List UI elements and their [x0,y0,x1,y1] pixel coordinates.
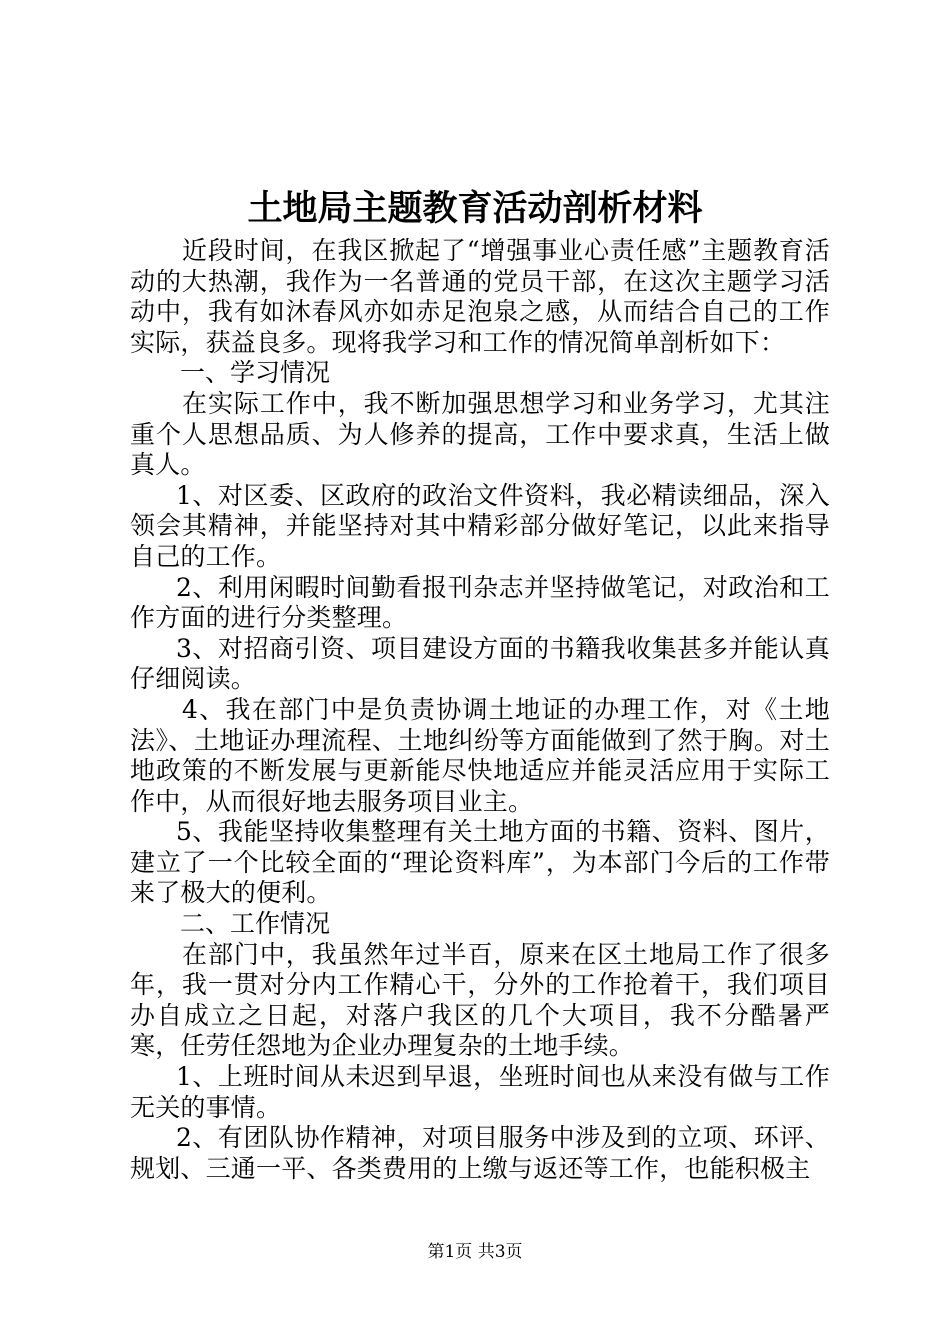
study-item-1: 1、对区委、区政府的政治文件资料，我必精读细品，深入领会其精神，并能坚持对其中精彩部分做好笔记，以此来指导自己的工作。 [130,480,830,571]
study-item-5: 5、我能坚持收集整理有关土地方面的书籍、资料、图片，建立了一个比较全面的“理论资料库”，为本部门今后的工作带来了极大的便利。 [130,817,830,908]
intro-paragraph: 近段时间，在我区掀起了“增强事业心责任感”主题教育活动的大热潮，我作为一名普通的党员干部，在这次主题学习活动中，我有如沐春风亦如赤足泡泉之感，从而结合自己的工作实际，获益良多。现将我学习和工作的情况简单剖析如下： [130,236,830,357]
work-item-1: 1、上班时间从未迟到早退，坐班时间也从来没有做与工作无关的事情。 [130,1062,830,1122]
study-item-2: 2、利用闲暇时间勤看报刊杂志并坚持做笔记，对政治和工作方面的进行分类整理。 [130,572,830,633]
document-body [130,236,830,1184]
study-intro-paragraph: 在实际工作中，我不断加强思想学习和业务学习，尤其注重个人思想品质、为人修养的提高，工作中要求真，生活上做真人。 [130,388,830,480]
study-item-4: 4、我在部门中是负责协调土地证的办理工作，对《土地法》、土地证办理流程、土地纠纷等方面能做到了然于胸。对土地政策的不断发展与更新能尽快地适应并能灵活应用于实际工作中，从而很好地去服务项目业主。 [130,694,830,816]
work-intro-paragraph: 在部门中，我虽然年过半百，原来在区土地局工作了很多年，我一贯对分内工作精心干，分外的工作抢着干，我们项目办自成立之日起，对落户我区的几个大项目，我不分酷暑严寒，任劳任怨地为企业办理复杂的土地手续。 [130,939,830,1061]
work-item-2: 2、有团队协作精神，对项目服务中涉及到的立项、环评、规划、三通一平、各类费用的上缴与返还等工作，也能积极主 [130,1123,830,1183]
page-number-footer: 第1页 共3页 [427,1242,523,1262]
section-heading-study: 一、学习情况 [180,358,331,388]
study-item-3: 3、对招商引资、项目建设方面的书籍我收集甚多并能认真仔细阅读。 [130,633,830,694]
section-heading-work: 二、工作情况 [180,909,331,939]
document-title: 土地局主题教育活动剖析材料 [247,188,703,229]
